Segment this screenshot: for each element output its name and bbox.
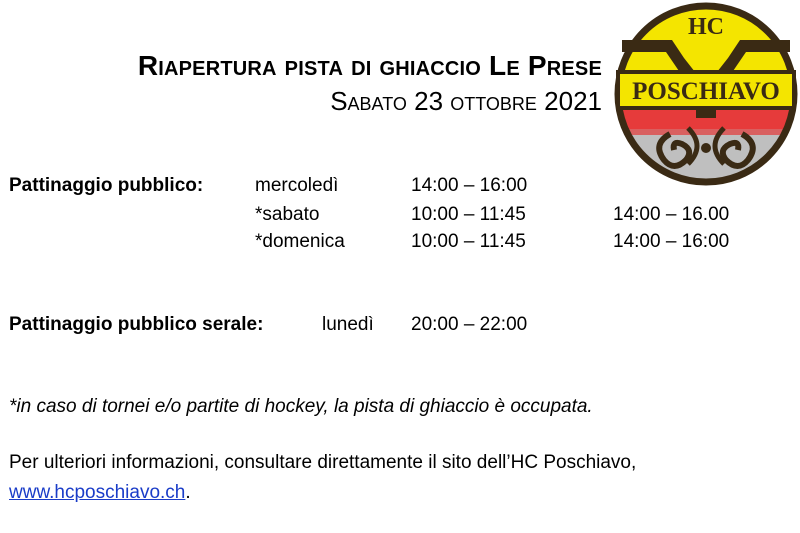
page-title: Riapertura pista di ghiaccio Le Prese [137, 50, 602, 81]
info-link-line [9, 478, 636, 508]
public-day-2: *sabato [255, 204, 320, 225]
hockey-note: *in caso di tornei e/o partite di hockey, la pista di ghiaccio è occupata. [9, 396, 593, 417]
evening-skating-label: Pattinaggio pubblico serale: [9, 314, 264, 335]
public-slot1-2: 10:00 – 11:45 [411, 204, 526, 225]
logo-top-text: HC [688, 14, 724, 40]
hc-poschiavo-logo-icon [612, 0, 800, 190]
public-slot2-2: 14:00 – 16.00 [613, 204, 730, 225]
info-text: Per ulteriori informazioni, consultare direttamente il sito dell’HC Poschiavo, [9, 452, 637, 473]
public-day-3: *domenica [255, 231, 345, 252]
logo-band-text: POSCHIAVO [632, 78, 780, 105]
website-link[interactable]: www.hcposchiavo.ch [9, 482, 186, 503]
page-subtitle: Sabato 23 ottobre 2021 [330, 86, 602, 116]
public-skating-label: Pattinaggio pubblico: [9, 175, 204, 196]
evening-day: lunedì [322, 314, 374, 335]
public-day-1: mercoledì [255, 175, 339, 196]
info-suffix: . [185, 482, 191, 503]
evening-slot: 20:00 – 22:00 [411, 314, 528, 335]
public-slot1-1: 14:00 – 16:00 [411, 175, 528, 196]
info-paragraph [9, 448, 636, 508]
public-slot1-3: 10:00 – 11:45 [411, 231, 526, 252]
public-slot2-3: 14:00 – 16:00 [613, 231, 730, 252]
